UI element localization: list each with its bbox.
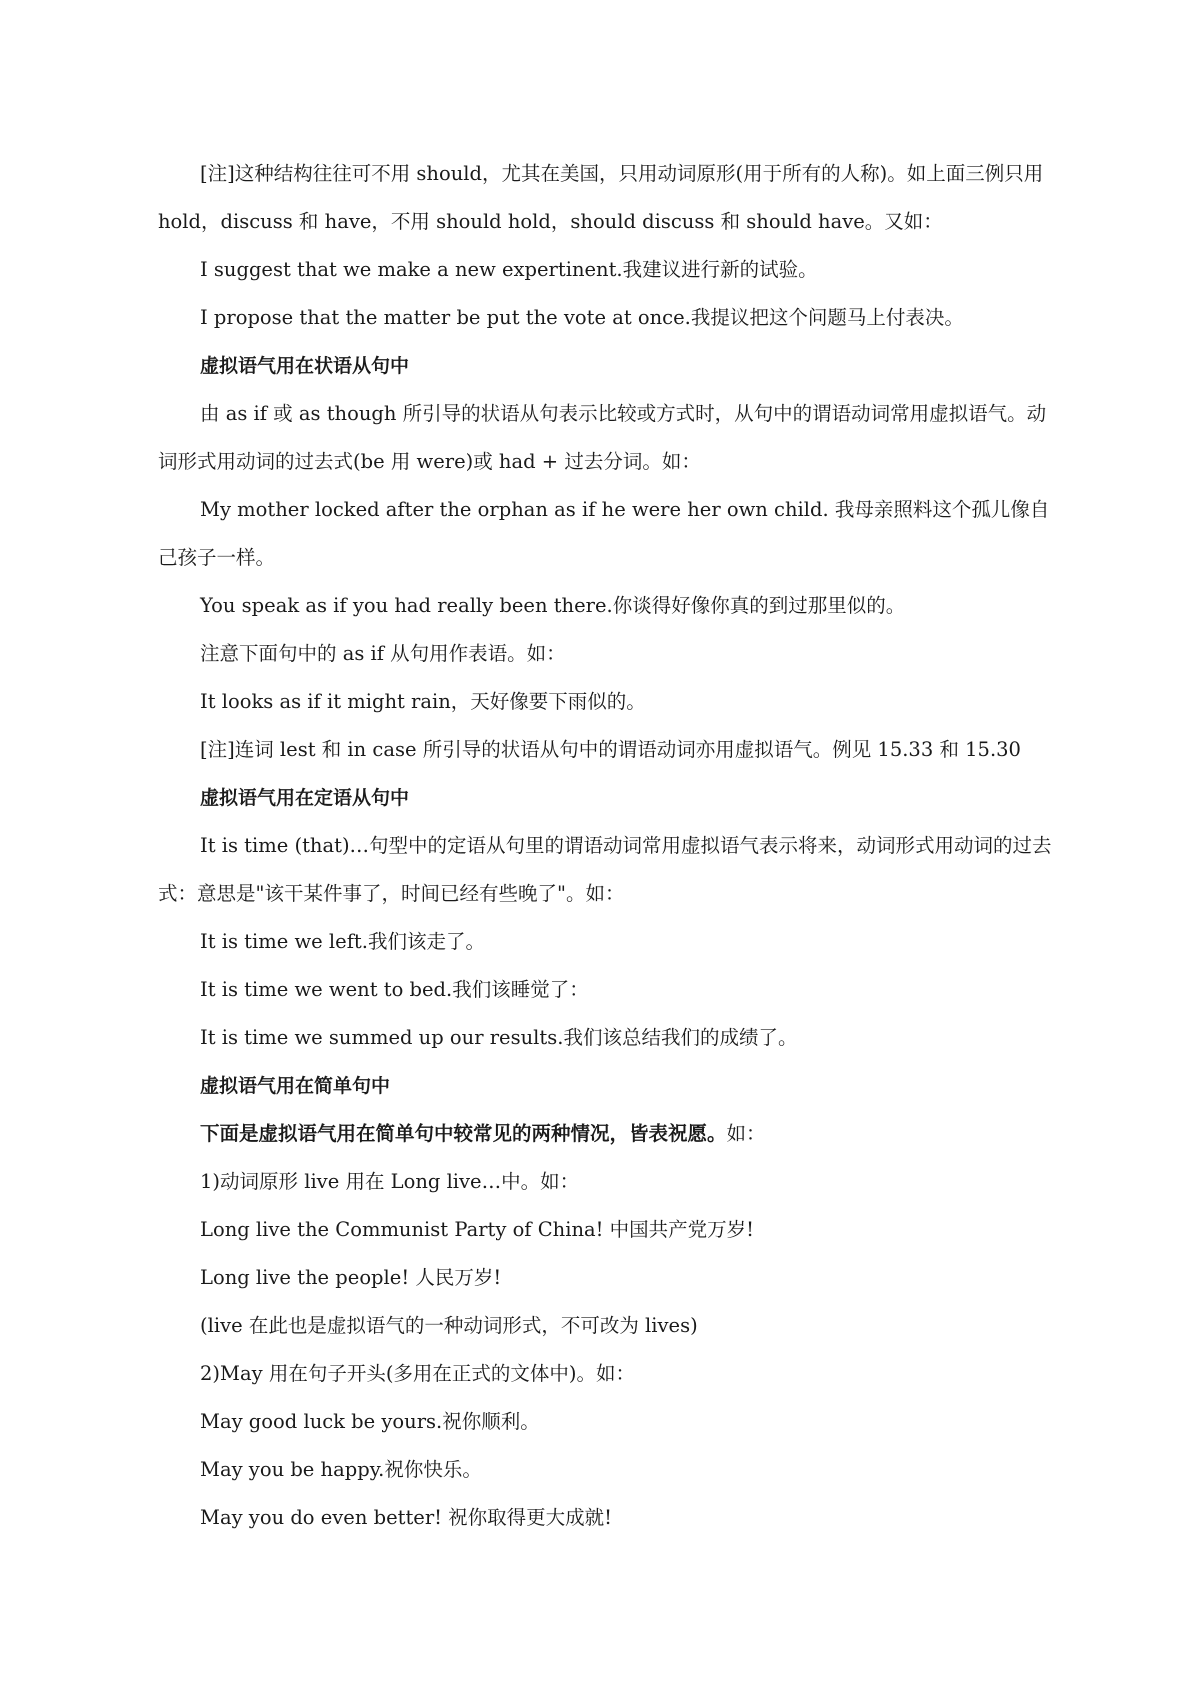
example-luck: May good luck be yours.祝你顺利。: [200, 1410, 540, 1433]
simple-intro-bold: 下面是虚拟语气用在简单句中较常见的两种情况，皆表祝愿。: [200, 1122, 727, 1145]
example-left: It is time we left.我们该走了。: [200, 930, 485, 953]
document-body: [158, 150, 1058, 1542]
long-live-rule: 1)动词原形 live 用在 Long live…中。如：: [200, 1170, 580, 1193]
example-people: Long live the people! 人民万岁!: [200, 1266, 502, 1289]
may-rule: 2)May 用在句子开头(多用在正式的文体中)。如：: [200, 1362, 636, 1385]
live-note: (live 在此也是虚拟语气的一种动词形式，不可改为 lives): [200, 1314, 698, 1337]
it-is-time-rule-paragraph: It is time (that)…句型中的定语从句里的谓语动词常用虚拟语气表示将来，动词形式用动词的过去式：意思是"该干某件事了，时间已经有些晚了"。如：: [158, 834, 1052, 905]
simple-intro-tail: 如：: [726, 1122, 766, 1145]
note-lest: [注]连词 lest 和 in case 所引导的状语从句中的谓语动词亦用虚拟语气。例见 15.33 和 15.30: [200, 738, 1021, 761]
section-heading-attributive: 虚拟语气用在定语从句中: [200, 787, 410, 809]
example-better: May you do even better! 祝你取得更大成就!: [200, 1506, 613, 1529]
note-predicative: 注意下面句中的 as if 从句用作表语。如：: [200, 642, 566, 665]
example-happy: May you be happy.祝你快乐。: [200, 1458, 482, 1481]
example-suggest: I suggest that we make a new expertinent.我建议进行新的试验。: [200, 258, 818, 281]
example-propose: I propose that the matter be put the vote at once.我提议把这个问题马上付表决。: [200, 306, 964, 329]
note-should-paragraph: [注]这种结构往往可不用 should，尤其在美国，只用动词原形(用于所有的人称)。如上面三例只用 hold，discuss 和 have，不用 should hold，should discuss 和 should have。又如：: [158, 162, 1044, 233]
example-bed: It is time we went to bed.我们该睡觉了：: [200, 978, 589, 1001]
example-rain: It looks as if it might rain，天好像要下雨似的。: [200, 690, 646, 713]
section-heading-adverbial: 虚拟语气用在状语从句中: [200, 355, 410, 377]
example-summed: It is time we summed up our results.我们该总结我们的成绩了。: [200, 1026, 798, 1049]
as-if-rule-paragraph: 由 as if 或 as though 所引导的状语从句表示比较或方式时，从句中的谓语动词常用虚拟语气。动词形式用动词的过去式(be 用 were)或 had + 过去分词。如：: [158, 402, 1047, 473]
example-speak: You speak as if you had really been there.你谈得好像你真的到过那里似的。: [200, 594, 906, 617]
example-party: Long live the Communist Party of China! 中国共产党万岁!: [200, 1218, 754, 1241]
simple-intro-paragraph: [158, 1110, 1058, 1158]
example-mother: My mother locked after the orphan as if he were her own child. 我母亲照料这个孤儿像自己孩子一样。: [158, 498, 1050, 569]
section-heading-simple: 虚拟语气用在简单句中: [200, 1075, 391, 1097]
